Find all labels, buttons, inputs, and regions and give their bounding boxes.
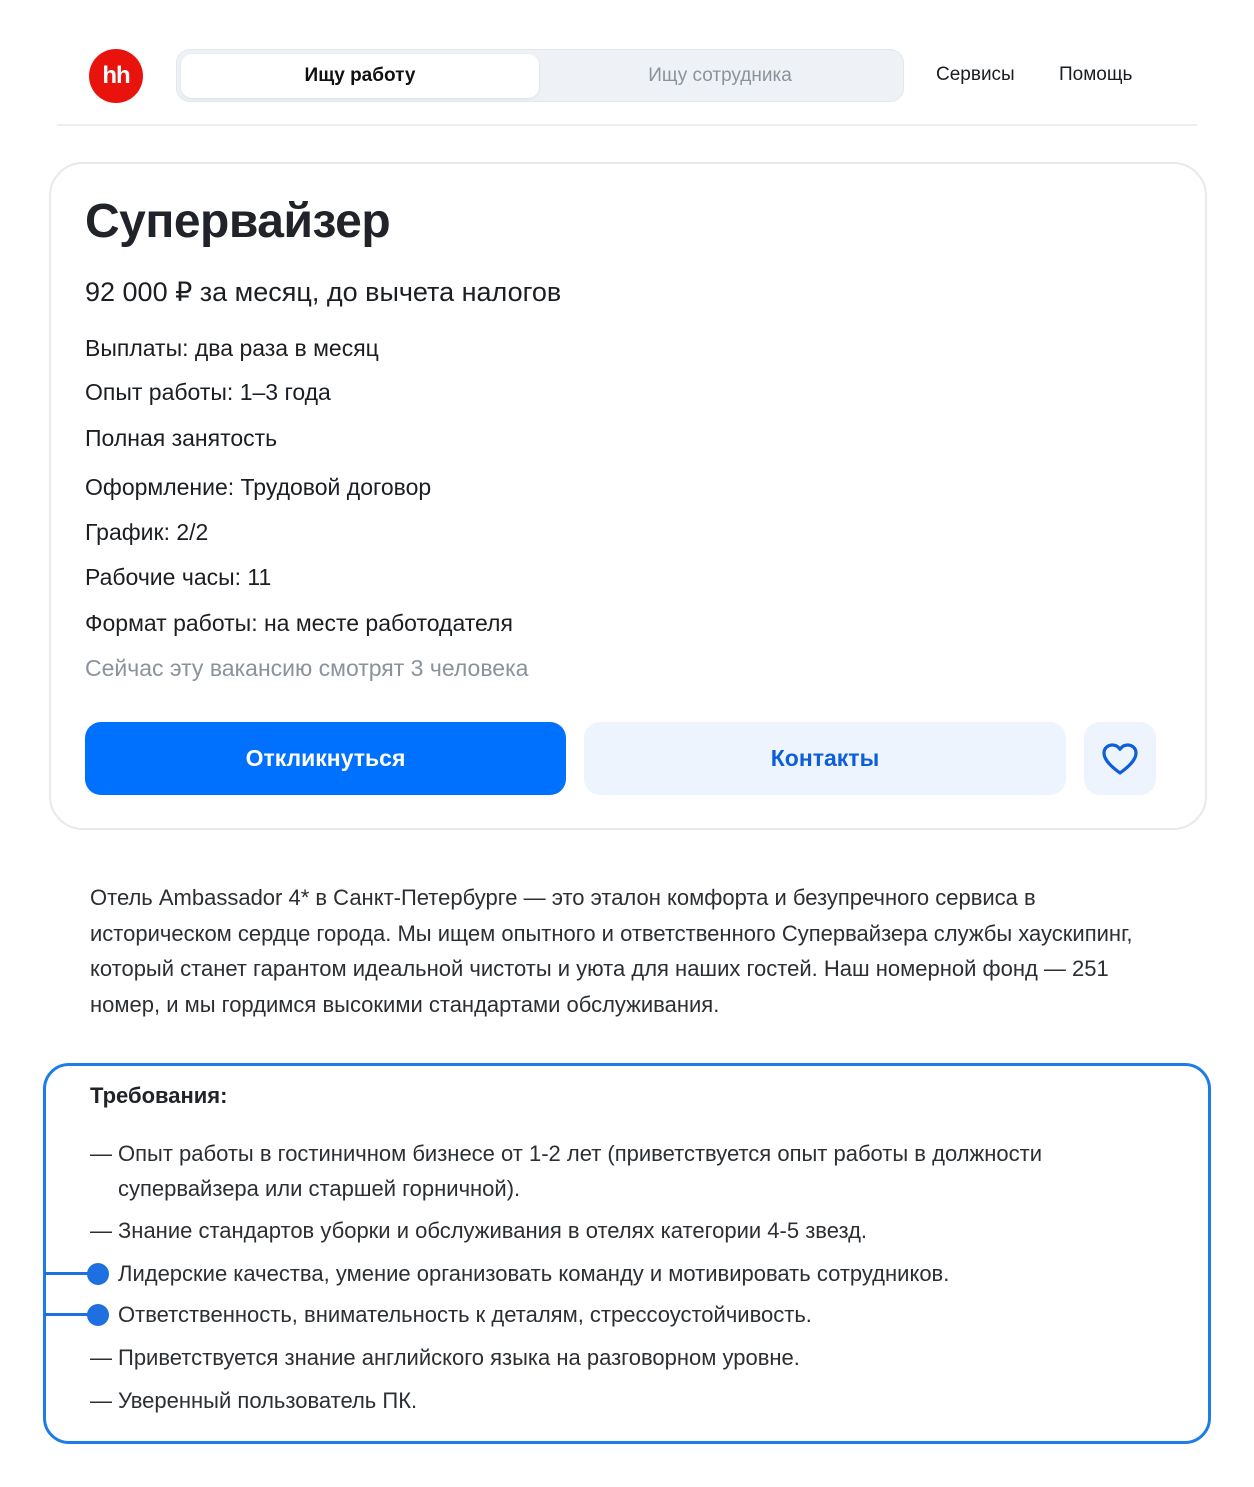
- info-work-format: Формат работы: на месте работодателя: [85, 610, 513, 636]
- info-payments: Выплаты: два раза в месяц: [85, 335, 379, 361]
- info-employment: Полная занятость: [85, 425, 278, 451]
- requirement-text: Лидерские качества, умение организовать команду и мотивировать сотрудников.: [118, 1261, 950, 1286]
- nav-services[interactable]: Сервисы: [936, 64, 1015, 85]
- tab-job-seeker[interactable]: Ищу работу: [181, 54, 539, 98]
- requirements-title: Требования:: [90, 1083, 228, 1108]
- list-item: [90, 1213, 1180, 1248]
- requirement-text: Приветствуется знание английского языка на разговорном уровне.: [118, 1345, 800, 1370]
- list-item: [90, 1256, 1180, 1291]
- info-contract: Оформление: Трудовой договор: [85, 474, 432, 500]
- info-schedule: График: 2/2: [85, 519, 209, 545]
- list-item: [90, 1297, 1180, 1332]
- contacts-button[interactable]: Контакты: [584, 722, 1066, 795]
- dash-bullet: —: [90, 1218, 112, 1243]
- header-divider: [57, 124, 1197, 126]
- nav-help[interactable]: Помощь: [1059, 64, 1133, 85]
- role-switcher: [176, 49, 904, 102]
- dash-bullet: —: [90, 1345, 112, 1370]
- vacancy-salary: 92 000 ₽ за месяц, до вычета налогов: [85, 277, 562, 307]
- highlight-marker-dot: [87, 1263, 109, 1285]
- info-hours: Рабочие часы: 11: [85, 564, 272, 590]
- tab-employer[interactable]: Ищу сотрудника: [648, 65, 792, 86]
- apply-button[interactable]: Откликнуться: [85, 722, 566, 795]
- hh-logo[interactable]: hh: [89, 49, 143, 103]
- heart-icon: [1101, 742, 1139, 776]
- vacancy-description: Отель Ambassador 4* в Санкт-Петербурге — это эталон комфорта и безупречного сервиса в историческом сердце города. Мы ищем опытного и ответственного Супервайзера службы хаускипинг, который станет гарантом идеальной чистоты и уюта для наших гостей. Наш номерной фонд — 251 номер, и мы гордимся высокими стандартами обслуживания.: [90, 885, 1133, 1017]
- list-item: [90, 1340, 1180, 1375]
- favorite-button[interactable]: [1084, 722, 1156, 795]
- viewers-count: Сейчас эту вакансию смотрят 3 человека: [85, 655, 529, 681]
- vacancy-title: Супервайзер: [85, 195, 391, 248]
- highlight-marker-dot: [87, 1304, 109, 1326]
- dash-bullet: —: [90, 1141, 112, 1166]
- highlight-marker-line: [44, 1272, 92, 1275]
- dash-bullet: —: [90, 1388, 112, 1413]
- requirement-text: Знание стандартов уборки и обслуживания в отелях категории 4-5 звезд.: [118, 1218, 868, 1243]
- requirement-text: Ответственность, внимательность к деталям, стрессоустойчивость.: [118, 1302, 812, 1327]
- requirement-text: Опыт работы в гостиничном бизнесе от 1-2 лет (приветствуется опыт работы в должности супервайзера или старшей горничной).: [118, 1141, 1042, 1201]
- header: [0, 0, 1254, 126]
- list-item: [90, 1383, 1180, 1418]
- requirement-text: Уверенный пользователь ПК.: [118, 1388, 418, 1413]
- list-item: [90, 1136, 1180, 1206]
- info-experience: Опыт работы: 1–3 года: [85, 379, 331, 405]
- highlight-marker-line: [44, 1313, 92, 1316]
